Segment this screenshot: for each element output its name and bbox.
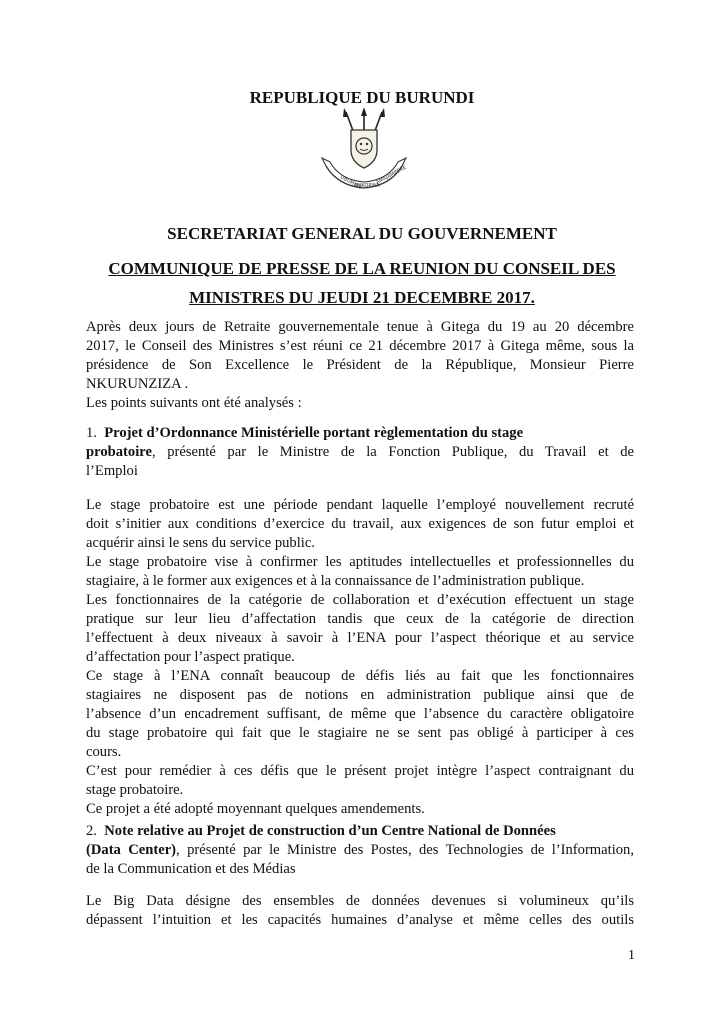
- text-line: Le stage probatoire vise à confirmer les aptitudes intellectuelles et professionnelles du: [86, 554, 634, 570]
- text-line: du stage probatoire qui fait que le stagiaire ne se sent pas obligé à participer à ces: [86, 725, 634, 741]
- text-line: NKURUNZIZA .: [86, 376, 189, 392]
- text-line: l’effectuent à deux niveaux à savoir à l’ENA pour l’aspect théorique et au service: [86, 630, 634, 646]
- item-number: 1.: [86, 425, 97, 441]
- text-line: Après deux jours de Retraite gouvernementale tenue à Gitega du 19 au 20 décembre: [86, 319, 634, 335]
- item-presenter: , présenté par le Ministre de la Fonction Publique, du Travail et de: [151, 444, 634, 460]
- text-line: Les points suivants ont été analysés :: [86, 395, 302, 411]
- text-line: stagiaire, à le former aux exigences et à la connaissance de l’administration publique.: [86, 573, 585, 589]
- text-line: l’absence d’un encadrement suffisant, de même que l’absence du caractère obligatoire: [86, 706, 634, 722]
- item-number: 2.: [86, 823, 97, 839]
- item-2-body: [86, 892, 634, 930]
- text-line: d’affectation pour l’aspect pratique.: [86, 649, 295, 665]
- text-line: Les fonctionnaires de la catégorie de collaboration et d’exécution effectuent un stage: [86, 592, 634, 608]
- item-title: (Data Center): [86, 842, 177, 858]
- text-line: acquérir ainsi le sens du service public.: [86, 535, 315, 551]
- text-line: cours.: [86, 744, 122, 760]
- page-number: 1: [628, 948, 635, 963]
- text-line: dépassent l’intuition et les capacités humaines d’analyse et même celles des outils: [86, 912, 634, 928]
- country-heading: REPUBLIQUE DU BURUNDI: [249, 88, 475, 107]
- text-line: doit s’initier aux conditions d’exercice du travail, aux exigences de son futur emploi et: [86, 516, 634, 532]
- item-1-heading: [86, 424, 634, 481]
- item-presenter: l’Emploi: [86, 463, 138, 479]
- item-2-heading: [86, 822, 634, 879]
- text-line: stagiaires ne disposent pas de notions en administration publique ainsi que de: [86, 687, 634, 703]
- item-presenter: de la Communication et des Médias: [86, 861, 296, 877]
- office-heading: SECRETARIAT GENERAL DU GOUVERNEMENT: [167, 224, 557, 243]
- motto-word: IBIKORWA: [355, 183, 380, 189]
- item-1-body: [86, 496, 634, 819]
- text-line: Le Big Data désigne des ensembles de données devenues si volumineux qu’ils: [86, 893, 634, 909]
- communique-title-line-2: MINISTRES DU JEUDI 21 DECEMBRE 2017.: [189, 288, 535, 307]
- intro-paragraph: [86, 318, 634, 413]
- communique-title-line-1: COMMUNIQUE DE PRESSE DE LA REUNION DU CONSEIL DES: [108, 259, 616, 278]
- text-line: C’est pour remédier à ces défis que le présent projet intègre l’aspect contraignant du: [86, 763, 634, 779]
- text-line: Ce stage à l’ENA connaît beaucoup de défis liés au fait que les fonctionnaires: [86, 668, 634, 684]
- motto-word: AMAJAMBERE: [375, 164, 408, 186]
- motto-word: UBUMWE: [339, 174, 363, 191]
- text-line: pratique sur leur lieu d’affectation tandis que ceux de la catégorie de direction: [86, 611, 634, 627]
- text-line: stage probatoire.: [86, 782, 184, 798]
- text-line: 2017, le Conseil des Ministres s’est réuni ce 21 décembre 2017 à Gitega même, sous la: [86, 338, 634, 354]
- item-title: Projet d’Ordonnance Ministérielle portant règlementation du stage: [104, 425, 524, 441]
- item-title: Note relative au Projet de construction d’un Centre National de Données: [104, 823, 556, 839]
- coat-of-arms-icon: [318, 108, 410, 196]
- item-title: probatoire: [86, 444, 152, 460]
- text-line: présidence de Son Excellence le Président de la République, Monsieur Pierre: [86, 357, 634, 373]
- text-line: Le stage probatoire est une période pendant laquelle l’employé nouvellement recruté: [86, 497, 634, 513]
- item-presenter: , présenté par le Ministre des Postes, des Technologies de l’Information,: [176, 842, 634, 858]
- text-line: Ce projet a été adopté moyennant quelques amendements.: [86, 801, 425, 817]
